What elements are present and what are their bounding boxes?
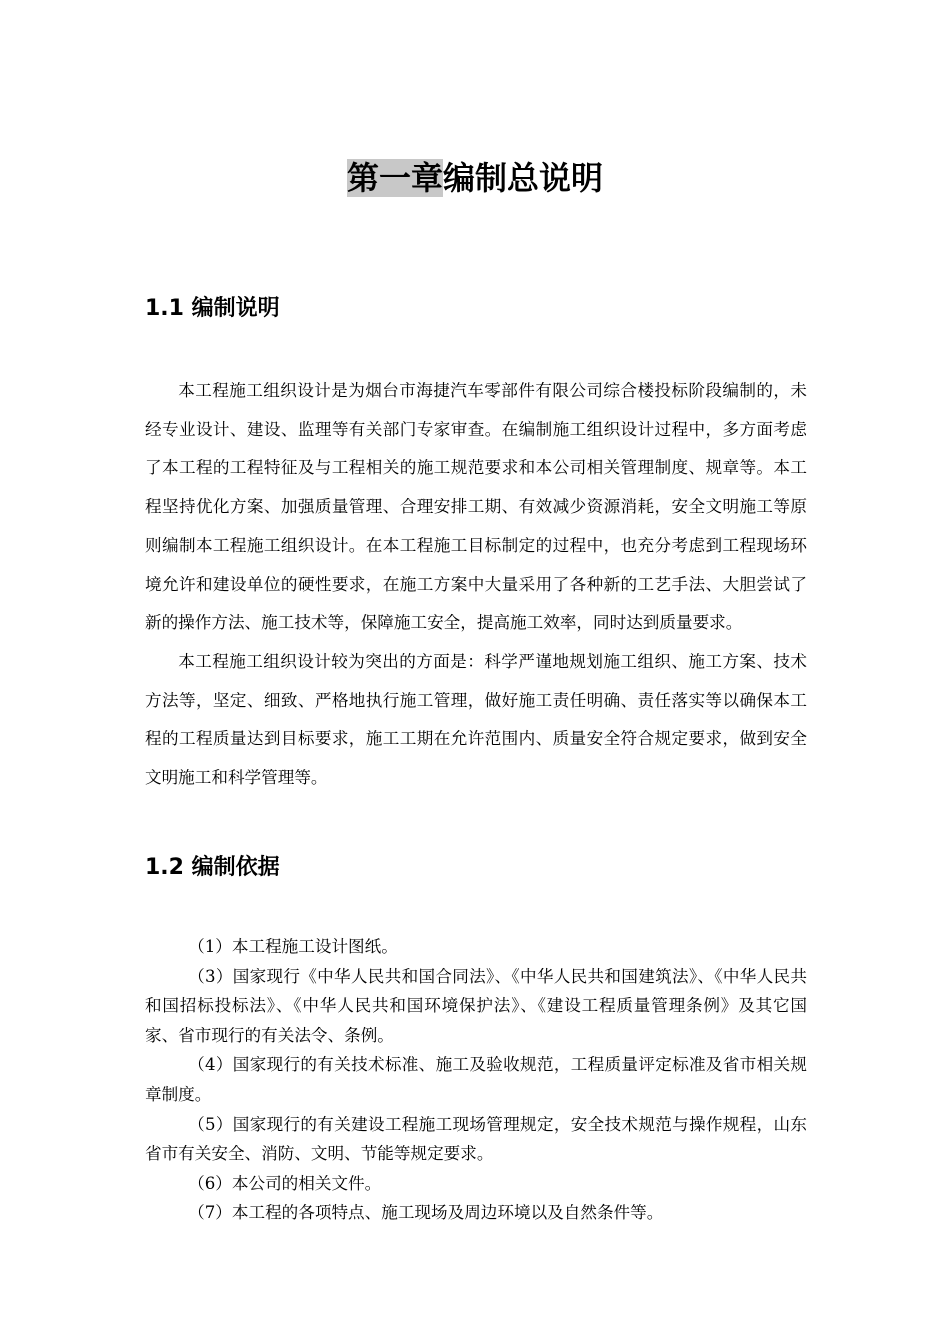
section-heading-1-2: 1.2 编制依据 <box>145 855 280 880</box>
list-item: （7）本工程的各项特点、施工现场及周边环境以及自然条件等。 <box>188 1203 664 1223</box>
chapter-number-highlight: 第一章 <box>346 159 443 197</box>
section-heading-1-1: 1.1 编制说明 <box>145 296 280 321</box>
list-item: （6）本公司的相关文件。 <box>188 1173 382 1193</box>
section-body-1-2 <box>145 932 807 1228</box>
list-item: （1）本工程施工设计图纸。 <box>188 937 398 956</box>
paragraph: 本工程施工组织设计是为烟台市海捷汽车零部件有限公司综合楼投标阶段编制的，未经专业设计、建设、监理等有关部门专家审查。在编制施工组织设计过程中，多方面考虑了本工程的工程特征及与工程相关的施工规范要求和本公司相关管理制度、规章等。本工程坚持优化方案、加强质量管理、合理安排工期、有效减少资源消耗，安全文明施工等原则编制本工程施工组织设计。在本工程施工目标制定的过程中，也充分考虑到工程现场环境允许和建设单位的硬性要求，在施工方案中大量采用了各种新的工艺手法、大胆尝试了新的操作方法、施工技术等，保障施工安全，提高施工效率，同时达到质量要求。 <box>145 381 807 633</box>
list-item: （4）国家现行的有关技术标准、施工及验收规范，工程质量评定标准及省市相关规章制度。 <box>145 1055 807 1104</box>
chapter-title-text: 编制总说明 <box>443 159 604 197</box>
list-item: （3）国家现行《中华人民共和国合同法》、《中华人民共和国建筑法》、《中华人民共和国招标投标法》、《中华人民共和国环境保护法》、《建设工程质量管理条例》及其它国家、省市现行的有关法令、条例。 <box>145 966 807 1045</box>
list-item: （5）国家现行的有关建设工程施工现场管理规定，安全技术规范与操作规程，山东省市有关安全、消防、文明、节能等规定要求。 <box>145 1114 807 1164</box>
paragraph: 本工程施工组织设计较为突出的方面是：科学严谨地规划施工组织、施工方案、技术方法等，坚定、细致、严格地执行施工管理，做好施工责任明确、责任落实等以确保本工程的工程质量达到目标要求，施工工期在允许范围内、质量安全符合规定要求，做到安全文明施工和科学管理等。 <box>145 651 807 788</box>
section-body-1-1 <box>145 372 807 798</box>
chapter-title <box>0 154 950 202</box>
